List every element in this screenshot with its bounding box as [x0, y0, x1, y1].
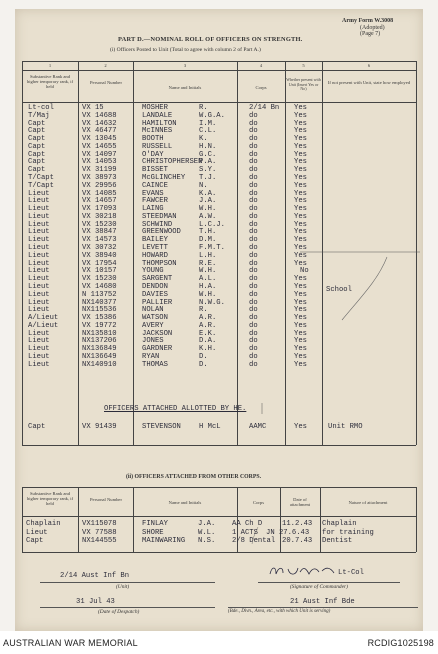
- col-number-2: 2: [104, 63, 107, 68]
- officer-name: McINNES: [142, 127, 173, 136]
- officer-rank: Lieut: [28, 275, 50, 284]
- officer-corps: do: [249, 158, 258, 167]
- officer-name: CAINCE: [142, 181, 168, 190]
- officer-rank: Lieut: [28, 290, 50, 299]
- officer-name: EVANS: [142, 189, 164, 198]
- officer-rank: Lieut: [28, 352, 50, 361]
- officer-rank: Lieut: [28, 244, 50, 253]
- officer-present: Yes: [294, 212, 307, 221]
- attached-corps-nature: Chaplain: [322, 520, 357, 528]
- officer-corps: do: [249, 298, 258, 307]
- officer-present: Yes: [294, 142, 307, 151]
- officer-init: F.M.T.: [199, 244, 225, 253]
- ii-col-rank: Substantive Rank and higher temporary rank, if held: [26, 491, 74, 507]
- officer-init: I.M.: [199, 119, 217, 128]
- col-number-3: 3: [183, 63, 187, 68]
- officer-corps: do: [249, 127, 258, 136]
- officer-no: NX140377: [82, 298, 117, 307]
- officer-corps: do: [249, 360, 258, 369]
- officer-name: RUSSELL: [142, 142, 173, 151]
- officer-rank: A/Lieut: [28, 314, 59, 323]
- officer-init: W.G.A.: [199, 111, 225, 120]
- officer-init: H.N.: [199, 142, 217, 151]
- unit-value: 2/14 Aust Inf Bn: [60, 572, 130, 580]
- officer-name: BISSET: [142, 166, 168, 175]
- officer-rank: Capt: [28, 135, 46, 144]
- attached-corps-corps: 1 ACTS: [232, 528, 258, 537]
- officer-corps: do: [249, 306, 258, 315]
- officer-rank: Lieut: [28, 220, 50, 229]
- commander-rank: Lt-Col: [338, 569, 364, 577]
- officer-rank: Capt: [28, 119, 46, 128]
- col-header-name: Name and Initials: [168, 85, 202, 90]
- col-number-1: 1: [48, 63, 52, 68]
- officer-present: Yes: [294, 174, 307, 183]
- officer-name: HAMILTON: [142, 119, 177, 128]
- officer-no: VX 17954: [82, 259, 117, 268]
- despatch-date: 31 Jul 43: [76, 598, 115, 606]
- officer-rank: Lieut: [28, 345, 50, 354]
- officer-name: O'DAY: [142, 150, 164, 159]
- attached-corps: AAMC: [249, 423, 267, 431]
- attached-rank: Capt: [28, 423, 46, 431]
- officer-corps: do: [249, 314, 258, 323]
- officer-corps: do: [249, 181, 258, 190]
- officer-init: D.: [199, 360, 208, 369]
- officer-name: GREENWOOD: [142, 228, 181, 237]
- officer-no: NX137206: [82, 337, 117, 346]
- officer-present: Yes: [294, 329, 307, 338]
- officer-corps: do: [249, 259, 258, 268]
- officer-corps: do: [249, 236, 258, 245]
- officer-corps: do: [249, 352, 258, 361]
- officer-no: VX 31199: [82, 166, 117, 175]
- officer-no: NX136649: [82, 352, 117, 361]
- attached-name: STEVENSON: [142, 423, 181, 431]
- officer-present: Yes: [294, 298, 307, 307]
- officer-init: S.Y.: [199, 166, 217, 175]
- officer-rank: Lieut: [28, 197, 50, 206]
- attached-initials: H McL: [199, 423, 221, 431]
- officer-init: L.H.: [199, 251, 217, 260]
- officer-corps: 2/14 Bn: [249, 104, 280, 112]
- officer-init: R.E.: [199, 259, 217, 268]
- officer-no: VX 14573: [82, 236, 117, 245]
- attached-corps-name: FINLAY: [142, 520, 168, 528]
- ii-col-corps: Corps: [253, 500, 264, 505]
- officer-corps: do: [249, 205, 258, 214]
- officer-corps: do: [249, 228, 258, 237]
- officer-corps: do: [249, 345, 258, 354]
- officer-present: Yes: [294, 290, 307, 299]
- officer-corps: do: [249, 329, 258, 338]
- officer-no: NX115536: [82, 306, 117, 315]
- officer-no: NX140910: [82, 360, 117, 369]
- officer-no: VX 38940: [82, 251, 117, 260]
- officer-corps: do: [249, 220, 258, 229]
- officer-no: VX 15: [82, 104, 104, 112]
- officer-init: T.H.: [199, 228, 217, 237]
- ii-col-date: Date of attachment: [289, 497, 311, 508]
- officer-no: VX 13045: [82, 135, 117, 144]
- officer-corps: do: [249, 150, 258, 159]
- officer-init: K.H.: [199, 345, 217, 354]
- school-note: School: [326, 286, 352, 294]
- officer-no: VX 14097: [82, 150, 117, 159]
- officer-name: AVERY: [142, 321, 164, 330]
- officer-present: Yes: [294, 259, 307, 268]
- officer-no: VX 46477: [82, 127, 117, 136]
- officer-corps: do: [249, 282, 258, 291]
- attached-employed: Unit RMO: [328, 423, 363, 431]
- officer-rank: Lieut: [28, 267, 50, 276]
- officer-rank: Lieut: [28, 360, 50, 369]
- officer-init: C.L.: [199, 127, 217, 136]
- officer-present: Yes: [294, 127, 307, 136]
- officer-present: Yes: [294, 306, 307, 315]
- officer-corps: do: [249, 275, 258, 284]
- officer-init: N.W.G.: [199, 298, 225, 307]
- officer-name: MOSHER: [142, 104, 168, 112]
- officer-name: BOOTH: [142, 135, 164, 144]
- officer-init: W.H.: [199, 290, 217, 299]
- attached-corps-init: W.L.: [198, 528, 216, 537]
- officer-init: E.K.: [199, 329, 217, 338]
- officer-rank: Capt: [28, 166, 46, 175]
- officer-name: LEVETT: [142, 244, 168, 253]
- footer-bar: [0, 631, 438, 654]
- attached-corps-date: 20.7.43: [282, 537, 313, 546]
- part-d-title: PART D.—NOMINAL ROLL OF OFFICERS ON STRENGTH.: [118, 36, 303, 43]
- officer-init: L.C.J.: [199, 220, 225, 229]
- col-header-corps: Corps: [255, 85, 267, 90]
- attached-corps-nature: Dentist: [322, 537, 353, 546]
- ii-col-nature: Nature of attachment: [348, 500, 388, 505]
- attached-corps-corps: AA Ch D: [232, 520, 263, 528]
- officer-present: Yes: [294, 150, 307, 159]
- officer-corps: do: [249, 321, 258, 330]
- officer-corps: do: [249, 337, 258, 346]
- officer-present: Yes: [294, 228, 307, 237]
- officer-init: D.A.: [199, 337, 217, 346]
- officer-name: STEEDMAN: [142, 212, 177, 221]
- officer-present: Yes: [294, 189, 307, 198]
- col-header-whether-present: Whether present with Unit (Insert Yes or No): [286, 77, 321, 92]
- officer-present: Yes: [294, 360, 307, 369]
- officer-no: VX 29956: [82, 181, 117, 190]
- col-header-if-not-present: If not present with Unit, state how employed: [327, 80, 411, 85]
- officer-init: P.A.: [199, 158, 217, 167]
- officer-corps: do: [249, 197, 258, 206]
- officer-init: T.J.: [199, 174, 217, 183]
- attached-corps-init: J.A.: [198, 520, 216, 528]
- officer-rank: Lieut: [28, 236, 50, 245]
- officer-corps: do: [249, 267, 258, 276]
- attached-corps-no: VX 77588: [82, 528, 117, 537]
- attached-corps-name: MAINWARING: [142, 537, 186, 546]
- attached-corps-nature: for training: [322, 528, 374, 537]
- officer-present: Yes: [294, 236, 307, 245]
- officer-rank: Lieut: [28, 212, 50, 221]
- officer-corps: do: [249, 166, 258, 175]
- attached-corps-rank: Capt: [26, 537, 44, 546]
- officer-no: VX 15230: [82, 220, 117, 229]
- officer-name: PALLIER: [142, 298, 173, 307]
- officer-present: Yes: [294, 111, 307, 120]
- officer-present: Yes: [294, 205, 307, 214]
- officer-rank: Lieut: [28, 251, 50, 260]
- officer-no: VX 19772: [82, 321, 117, 330]
- bde-caption: (Bde., Divn., Area, etc., with which Unit is serving): [228, 609, 331, 614]
- officer-init: A.L.: [199, 275, 217, 284]
- officer-present: Yes: [294, 337, 307, 346]
- officer-name: YOUNG: [142, 267, 164, 276]
- attached-corps-name: SHORE: [142, 528, 164, 537]
- part-i-title: (i) Officers Posted to Unit (Total to agree with column 2 of Part A.): [110, 47, 261, 53]
- officer-init: G.C.: [199, 150, 217, 159]
- col-header-personal-number: Personal Number: [89, 80, 123, 85]
- officer-rank: Capt: [28, 158, 46, 167]
- officer-init: N.: [199, 181, 208, 190]
- officer-name: JACKSON: [142, 329, 173, 338]
- officer-no: VX 17093: [82, 205, 117, 214]
- officer-rank: Capt: [28, 150, 46, 159]
- officer-name: BAILEY: [142, 236, 168, 245]
- attached-corps-init: N.S.: [198, 537, 216, 546]
- officer-no: VX 14688: [82, 111, 117, 120]
- officer-present: Yes: [294, 135, 307, 144]
- officer-no: VX 14632: [82, 119, 117, 128]
- attached-corps-no: NX144555: [82, 537, 117, 546]
- officer-rank: Lieut: [28, 282, 50, 291]
- form-page: (Page 7): [360, 31, 381, 37]
- officer-init: A.R.: [199, 314, 217, 323]
- officer-name: WATSON: [142, 314, 168, 323]
- attached-corps-rank: Chaplain: [26, 520, 61, 528]
- footer-id: RCDIG1025198: [367, 638, 434, 648]
- officer-rank: Lieut: [28, 228, 50, 237]
- officer-no: VX 14085: [82, 189, 117, 198]
- commander-caption: (Signature of Commander): [290, 584, 348, 590]
- officer-present: Yes: [294, 352, 307, 361]
- officer-no: NX135810: [82, 329, 117, 338]
- officer-name: RYAN: [142, 352, 160, 361]
- officer-name: NOLAN: [142, 306, 164, 315]
- officer-present: Yes: [294, 220, 307, 229]
- officer-present: Yes: [294, 181, 307, 190]
- officer-name: CHRISTOPHERSEN: [142, 158, 203, 167]
- officer-init: K.: [199, 135, 208, 144]
- officer-name: McGLINCHEY: [142, 174, 186, 183]
- officer-no: VX 38973: [82, 174, 117, 183]
- officer-rank: Capt: [28, 142, 46, 151]
- officer-no: VX 15230: [82, 275, 117, 284]
- officer-name: HOWARD: [142, 251, 168, 260]
- form-adopted: (Adopted): [360, 25, 385, 31]
- officer-name: JONES: [142, 337, 164, 346]
- officer-corps: do: [249, 244, 258, 253]
- officer-name: LAING: [142, 205, 164, 214]
- bde-value: 21 Aust Inf Bde: [290, 598, 355, 606]
- officer-present: Yes: [294, 166, 307, 175]
- attached-corps-no: VX115078: [82, 520, 117, 528]
- officer-present: Yes: [294, 321, 307, 330]
- officer-rank: Lieut: [28, 205, 50, 214]
- officer-rank: Lieut: [28, 329, 50, 338]
- part-ii-title: (ii) OFFICERS ATTACHED FROM OTHER CORPS.: [126, 474, 262, 480]
- officer-present: Yes: [294, 197, 307, 206]
- officer-rank: Capt: [28, 127, 46, 136]
- attached-personal-number: VX 91439: [82, 423, 117, 431]
- officer-no: VX 14657: [82, 197, 117, 206]
- officer-init: W.H.: [199, 267, 217, 276]
- officer-present: Yes: [294, 251, 307, 260]
- officer-init: R.: [199, 104, 208, 112]
- officer-present: Yes: [294, 244, 307, 253]
- ii-col-name: Name and Initials: [168, 500, 202, 505]
- officer-no: VX 14680: [82, 282, 117, 291]
- officer-name: THOMAS: [142, 360, 168, 369]
- officer-present: Yes: [294, 314, 307, 323]
- officer-rank: Lieut: [28, 337, 50, 346]
- officer-name: SCHWIND: [142, 220, 173, 229]
- officer-name: DENDON: [142, 282, 168, 291]
- officer-corps: do: [249, 142, 258, 151]
- officer-corps: do: [249, 119, 258, 128]
- officer-no: N 113752: [82, 290, 117, 299]
- officer-name: THOMPSON: [142, 259, 177, 268]
- officer-present: Yes: [294, 282, 307, 291]
- officer-name: GARDNER: [142, 345, 173, 354]
- officer-init: W.H.: [199, 205, 217, 214]
- officer-init: K.A.: [199, 189, 217, 198]
- officer-rank: Lieut: [28, 189, 50, 198]
- officer-init: A.R.: [199, 321, 217, 330]
- officer-corps: do: [249, 189, 258, 198]
- officer-rank: Lt-col: [28, 104, 54, 112]
- officer-name: FAWCER: [142, 197, 168, 206]
- officer-present: No: [300, 267, 309, 276]
- officer-rank: A/Lieut: [28, 321, 59, 330]
- officer-no: VX 10157: [82, 267, 117, 276]
- officer-present: Yes: [294, 275, 307, 284]
- footer-source: AUSTRALIAN WAR MEMORIAL: [3, 638, 138, 648]
- officer-present: Yes: [294, 158, 307, 167]
- officer-no: VX 15386: [82, 314, 117, 323]
- officer-corps: do: [249, 212, 258, 221]
- officer-no: NX136849: [82, 345, 117, 354]
- officer-corps: do: [249, 251, 258, 260]
- attached-corps-corps: 2/8 Dental: [232, 537, 276, 546]
- officer-rank: Lieut: [28, 298, 50, 307]
- officer-name: LANDALE: [142, 111, 173, 120]
- officer-init: H.A.: [199, 282, 217, 291]
- ii-col-personal-number: Personal Number: [89, 497, 123, 502]
- attached-allotted-heading: OFFICERS ATTACHED ALLOTTED BY HE.: [104, 405, 247, 413]
- officer-no: VX 14655: [82, 142, 117, 151]
- officer-corps: do: [249, 111, 258, 120]
- officer-corps: do: [249, 174, 258, 183]
- officer-corps: do: [249, 135, 258, 144]
- officer-rank: Lieut: [28, 306, 50, 315]
- form-number: Army Form W.3008: [342, 18, 394, 24]
- officer-present: Yes: [294, 345, 307, 354]
- officer-rank: T/Capt: [28, 174, 54, 183]
- officer-name: SARGENT: [142, 275, 173, 284]
- officer-no: VX 14053: [82, 158, 117, 167]
- officer-init: J.A.: [199, 197, 217, 206]
- officer-name: DAVIES: [142, 290, 168, 299]
- attached-corps-rank: Lieut: [26, 528, 48, 537]
- attached-corps-date: 11.2.43: [282, 520, 313, 528]
- officer-no: VX 30218: [82, 212, 117, 221]
- col-number-6: 6: [367, 63, 371, 68]
- officer-corps: do: [249, 290, 258, 299]
- officer-init: R.: [199, 306, 208, 315]
- unit-caption: (Unit): [116, 584, 130, 590]
- officer-present: Yes: [294, 119, 307, 128]
- attached-corps-date: JN 27.6.43: [266, 528, 310, 537]
- officer-no: VX 30732: [82, 244, 117, 253]
- officer-init: D.: [199, 352, 208, 361]
- officer-rank: T/Capt: [28, 181, 54, 190]
- officer-present: Yes: [294, 104, 307, 112]
- officer-rank: T/Maj: [28, 111, 50, 120]
- col-number-5: 5: [302, 63, 305, 68]
- despatch-caption: (Date of Despatch): [98, 609, 140, 615]
- col-number-4: 4: [259, 63, 263, 68]
- officer-init: A.W.: [199, 212, 217, 221]
- officer-rank: Lieut: [28, 259, 50, 268]
- attached-present: Yes: [294, 423, 307, 431]
- officer-init: D.M.: [199, 236, 217, 245]
- officer-no: VX 38847: [82, 228, 117, 237]
- col-header-rank: Substantive Rank and higher temporary rank, if held: [26, 74, 74, 90]
